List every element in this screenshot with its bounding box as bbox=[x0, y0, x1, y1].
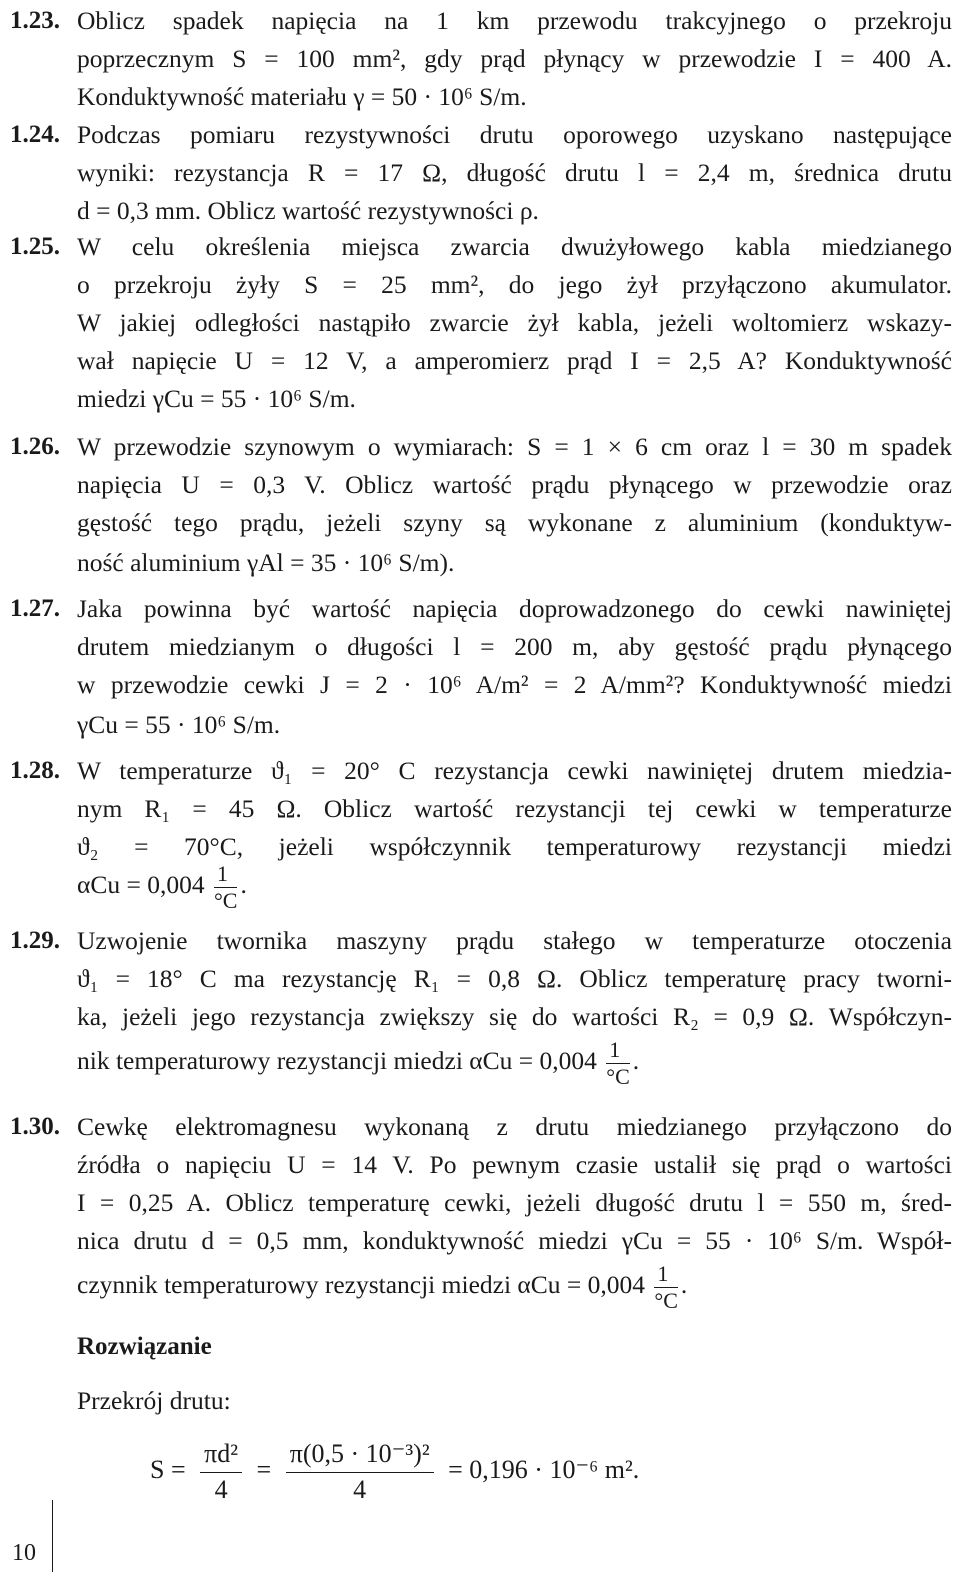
formula-result: = 0,196 · 10⁻⁶ m². bbox=[448, 1455, 640, 1485]
fraction bbox=[654, 1260, 678, 1313]
margin-rule bbox=[52, 1500, 53, 1572]
fraction-denominator: °C bbox=[654, 1287, 678, 1313]
formula-fraction bbox=[286, 1440, 434, 1504]
punctuation: . bbox=[632, 1046, 640, 1075]
problem-number: 1.28. bbox=[10, 757, 60, 784]
problem-text-line: γCu = 55 · 10⁶ S/m. bbox=[77, 710, 281, 739]
fraction-denominator: 4 bbox=[353, 1474, 367, 1504]
formula-fraction bbox=[200, 1440, 242, 1504]
punctuation: . bbox=[240, 870, 247, 899]
formula-lhs: S = bbox=[150, 1455, 186, 1485]
solution-heading: Rozwiązanie bbox=[77, 1333, 212, 1360]
problem-number: 1.26. bbox=[10, 433, 60, 460]
fraction-numerator: πd² bbox=[200, 1440, 242, 1473]
problem-text-line: gęstość tego prądu, jeżeli szyny są wykonane z aluminium (konduktyw- bbox=[77, 508, 952, 537]
problem-text-line: I = 0,25 A. Oblicz temperaturę cewki, jeżeli długość drutu l = 550 m, śred- bbox=[77, 1188, 952, 1217]
fraction-denominator: °C bbox=[606, 1063, 630, 1089]
problem-number: 1.25. bbox=[10, 233, 60, 260]
problem-text: czynnik temperaturowy rezystancji miedzi αCu = 0,004 bbox=[77, 1270, 646, 1299]
problem-text-line: Oblicz spadek napięcia na 1 km przewodu trakcyjnego o przekroju bbox=[77, 6, 952, 35]
problem-text-line: W przewodzie szynowym o wymiarach: S = 1 × 6 cm oraz l = 30 m spadek bbox=[77, 432, 952, 461]
problem-text-line: nica drutu d = 0,5 mm, konduktywność miedzi γCu = 55 · 10⁶ S/m. Współ- bbox=[77, 1226, 952, 1255]
problem-text-line: o przekroju żyły S = 25 mm², do jego żył przyłączono akumulator. bbox=[77, 270, 952, 299]
problem-text-line: miedzi γCu = 55 · 10⁶ S/m. bbox=[77, 384, 356, 413]
problem-number: 1.24. bbox=[10, 121, 60, 148]
fraction-numerator: π(0,5 · 10⁻³)² bbox=[286, 1440, 434, 1473]
problem-text-line: Podczas pomiaru rezystywności drutu oporowego uzyskano następujące bbox=[77, 120, 952, 149]
problem-text-line: wał napięcie U = 12 V, a amperomierz prąd I = 2,5 A? Konduktywność bbox=[77, 346, 952, 375]
problem-text-line: Konduktywność materiału γ = 50 · 10⁶ S/m. bbox=[77, 82, 527, 111]
problem-text-line: drutem miedzianym o długości l = 200 m, aby gęstość prądu płynącego bbox=[77, 632, 952, 661]
solution-label: Przekrój drutu: bbox=[77, 1386, 231, 1415]
fraction-numerator: 1 bbox=[606, 1039, 629, 1064]
problem-text-line-with-fraction bbox=[77, 860, 952, 913]
formula-equals: = bbox=[256, 1455, 272, 1485]
problem-number: 1.29. bbox=[10, 927, 60, 954]
problem-text-line: Jaka powinna być wartość napięcia doprowadzonego do cewki nawiniętej bbox=[77, 594, 952, 623]
problem-text-line-with-fraction bbox=[77, 1036, 952, 1089]
problem-text-line: w przewodzie cewki J = 2 · 10⁶ A/m² = 2 A/mm²? Konduktywność miedzi bbox=[77, 670, 952, 699]
problem-text-line: d = 0,3 mm. Oblicz wartość rezystywności ρ. bbox=[77, 196, 539, 225]
fraction-denominator: 4 bbox=[214, 1474, 228, 1504]
problem-text: nik temperaturowy rezystancji miedzi αCu = 0,004 bbox=[77, 1046, 597, 1075]
punctuation: . bbox=[680, 1270, 688, 1299]
problem-text-line-with-fraction bbox=[77, 1260, 952, 1313]
problem-number: 1.30. bbox=[10, 1113, 60, 1140]
problem-text-line: nym R₁ = 45 Ω. Oblicz wartość rezystancji tej cewki w temperaturze bbox=[77, 794, 952, 823]
problem-text-line: ϑ₁ = 18° C ma rezystancję R₁ = 0,8 Ω. Oblicz temperaturę pracy tworni- bbox=[77, 964, 952, 993]
problem-number: 1.23. bbox=[10, 7, 60, 34]
problem-text-line: Uzwojenie twornika maszyny prądu stałego w temperaturze otoczenia bbox=[77, 926, 952, 955]
fraction bbox=[214, 860, 238, 913]
problem-text-line: W temperaturze ϑ₁ = 20° C rezystancja cewki nawiniętej drutem miedzia- bbox=[77, 756, 952, 785]
fraction-numerator: 1 bbox=[214, 863, 237, 888]
fraction-numerator: 1 bbox=[654, 1263, 677, 1288]
problem-number: 1.27. bbox=[10, 595, 60, 622]
problem-text-line: poprzecznym S = 100 mm², gdy prąd płynący w przewodzie I = 400 A. bbox=[77, 44, 952, 73]
problem-text-line: ka, jeżeli jego rezystancja zwiększy się do wartości R₂ = 0,9 Ω. Współczyn- bbox=[77, 1002, 952, 1031]
fraction bbox=[606, 1036, 630, 1089]
problem-text-line: ność aluminium γAl = 35 · 10⁶ S/m). bbox=[77, 548, 455, 577]
fraction-denominator: °C bbox=[214, 887, 238, 913]
problem-text-line: W jakiej odległości nastąpiło zwarcie żył kabla, jeżeli woltomierz wskazy- bbox=[77, 308, 952, 337]
page-number: 10 bbox=[12, 1540, 36, 1566]
problem-text-line: źródła o napięciu U = 14 V. Po pewnym czasie ustalił się prąd o wartości bbox=[77, 1150, 952, 1179]
solution-formula bbox=[150, 1440, 639, 1504]
problem-text-line: ϑ₂ = 70°C, jeżeli współczynnik temperaturowy rezystancji miedzi bbox=[77, 832, 952, 861]
problem-text-line: napięcia U = 0,3 V. Oblicz wartość prądu płynącego w przewodzie oraz bbox=[77, 470, 952, 499]
problem-text-line: wyniki: rezystancja R = 17 Ω, długość drutu l = 2,4 m, średnica drutu bbox=[77, 158, 952, 187]
problem-text-line: W celu określenia miejsca zwarcia dwużyłowego kabla miedzianego bbox=[77, 232, 952, 261]
problem-text-line: Cewkę elektromagnesu wykonaną z drutu miedzianego przyłączono do bbox=[77, 1112, 952, 1141]
problem-text: αCu = 0,004 bbox=[77, 870, 205, 899]
